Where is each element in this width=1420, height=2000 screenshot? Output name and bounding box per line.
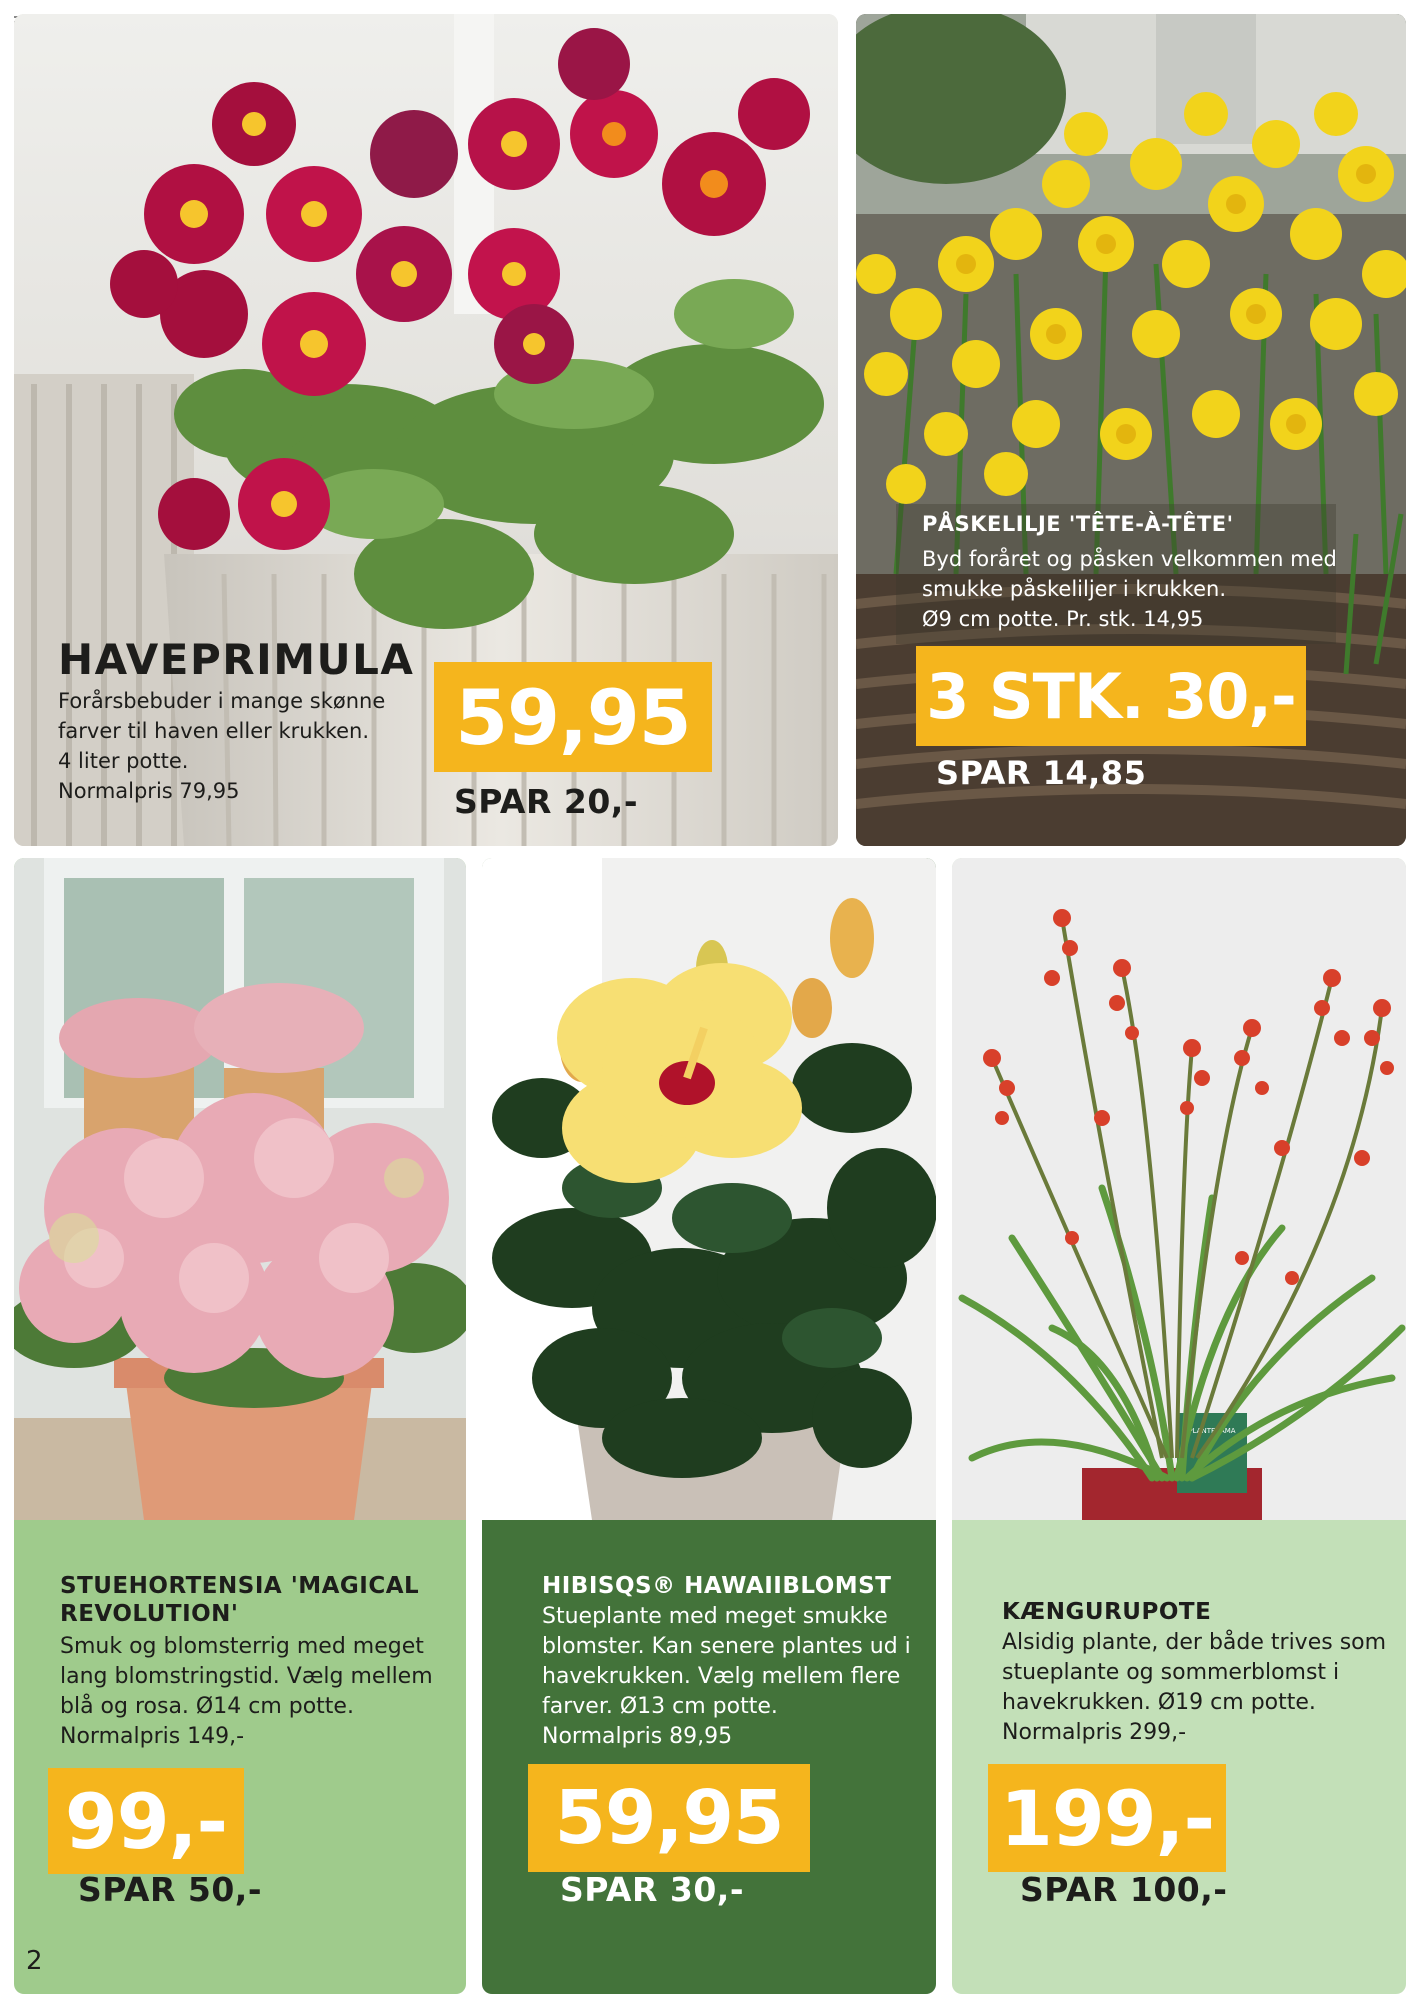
- desc-line: Alsidig plante, der både trives som: [1002, 1630, 1387, 1655]
- product-description: [542, 1602, 911, 1752]
- desc-line: stueplante og sommerblomst i: [1002, 1660, 1340, 1685]
- product-panel-kaengurupote[interactable]: [952, 858, 1406, 1994]
- price-value: 99,-: [64, 1776, 228, 1866]
- desc-line: blå og rosa. Ø14 cm potte.: [60, 1694, 354, 1719]
- product-description: [922, 544, 1337, 634]
- price-tag: [528, 1764, 810, 1872]
- desc-line: Forårsbebuder i mange skønne: [58, 689, 386, 713]
- page-number: 2: [26, 1946, 43, 1976]
- desc-line: havekrukken. Ø19 cm potte.: [1002, 1690, 1316, 1715]
- price-value: 199,-: [999, 1773, 1215, 1863]
- desc-line: Smuk og blomsterrig med meget: [60, 1634, 424, 1659]
- desc-line: Ø9 cm potte. Pr. stk. 14,95: [922, 607, 1204, 631]
- normal-price: Normalpris 89,95: [542, 1724, 733, 1749]
- desc-line: farver til haven eller krukken.: [58, 719, 370, 743]
- product-panel-haveprimula[interactable]: [14, 14, 838, 846]
- product-name: [60, 1572, 419, 1628]
- price-tag: [988, 1764, 1226, 1872]
- product-panel-hibisqs[interactable]: [482, 858, 936, 1994]
- desc-line: blomster. Kan senere plantes ud i: [542, 1634, 911, 1659]
- product-name: PÅSKELILJE 'TÊTE-À-TÊTE': [922, 512, 1234, 536]
- price-value: 59,95: [455, 672, 691, 762]
- product-description: [1002, 1628, 1386, 1748]
- desc-line: lang blomstringstid. Vælg mellem: [60, 1664, 433, 1689]
- normal-price: Normalpris 79,95: [58, 779, 240, 803]
- price-tag: [916, 646, 1306, 746]
- product-description: [58, 686, 385, 806]
- product-panel-paskelilje[interactable]: [856, 14, 1406, 846]
- product-name: HAVEPRIMULA: [58, 635, 415, 684]
- price-tag: [434, 662, 712, 772]
- pot-label: PLANTERAMA: [1188, 1427, 1236, 1435]
- normal-price: Normalpris 149,-: [60, 1724, 245, 1749]
- savings-label: SPAR 20,-: [454, 782, 639, 821]
- desc-line: smukke påskeliljer i krukken.: [922, 577, 1227, 601]
- savings-label: SPAR 30,-: [560, 1870, 745, 1909]
- product-name: HIBISQS® HAWAIIBLOMST: [542, 1573, 892, 1599]
- kaengurupote-photo: [952, 858, 1406, 1520]
- product-name: KÆNGURUPOTE: [1002, 1599, 1212, 1625]
- desc-line: Stueplante med meget smukke: [542, 1604, 888, 1629]
- name-line: STUEHORTENSIA 'MAGICAL: [60, 1573, 420, 1599]
- price-value: 3 STK. 30,-: [926, 659, 1296, 733]
- desc-line: Byd foråret og påsken velkommen med: [922, 547, 1337, 571]
- savings-label: SPAR 100,-: [1020, 1870, 1228, 1909]
- hibiscus-photo: [482, 858, 936, 1520]
- desc-line: havekrukken. Vælg mellem flere: [542, 1664, 901, 1689]
- savings-label: SPAR 50,-: [78, 1870, 263, 1909]
- price-tag: [48, 1768, 244, 1874]
- product-panel-stuehortensia[interactable]: [14, 858, 466, 1994]
- desc-line: farver. Ø13 cm potte.: [542, 1694, 778, 1719]
- savings-label: SPAR 14,85: [936, 754, 1147, 792]
- normal-price: Normalpris 299,-: [1002, 1720, 1187, 1745]
- hortensia-photo: [14, 858, 466, 1520]
- name-line: REVOLUTION': [60, 1601, 239, 1628]
- desc-line: 4 liter potte.: [58, 749, 189, 773]
- price-value: 59,95: [554, 1775, 784, 1861]
- product-description: [60, 1632, 433, 1752]
